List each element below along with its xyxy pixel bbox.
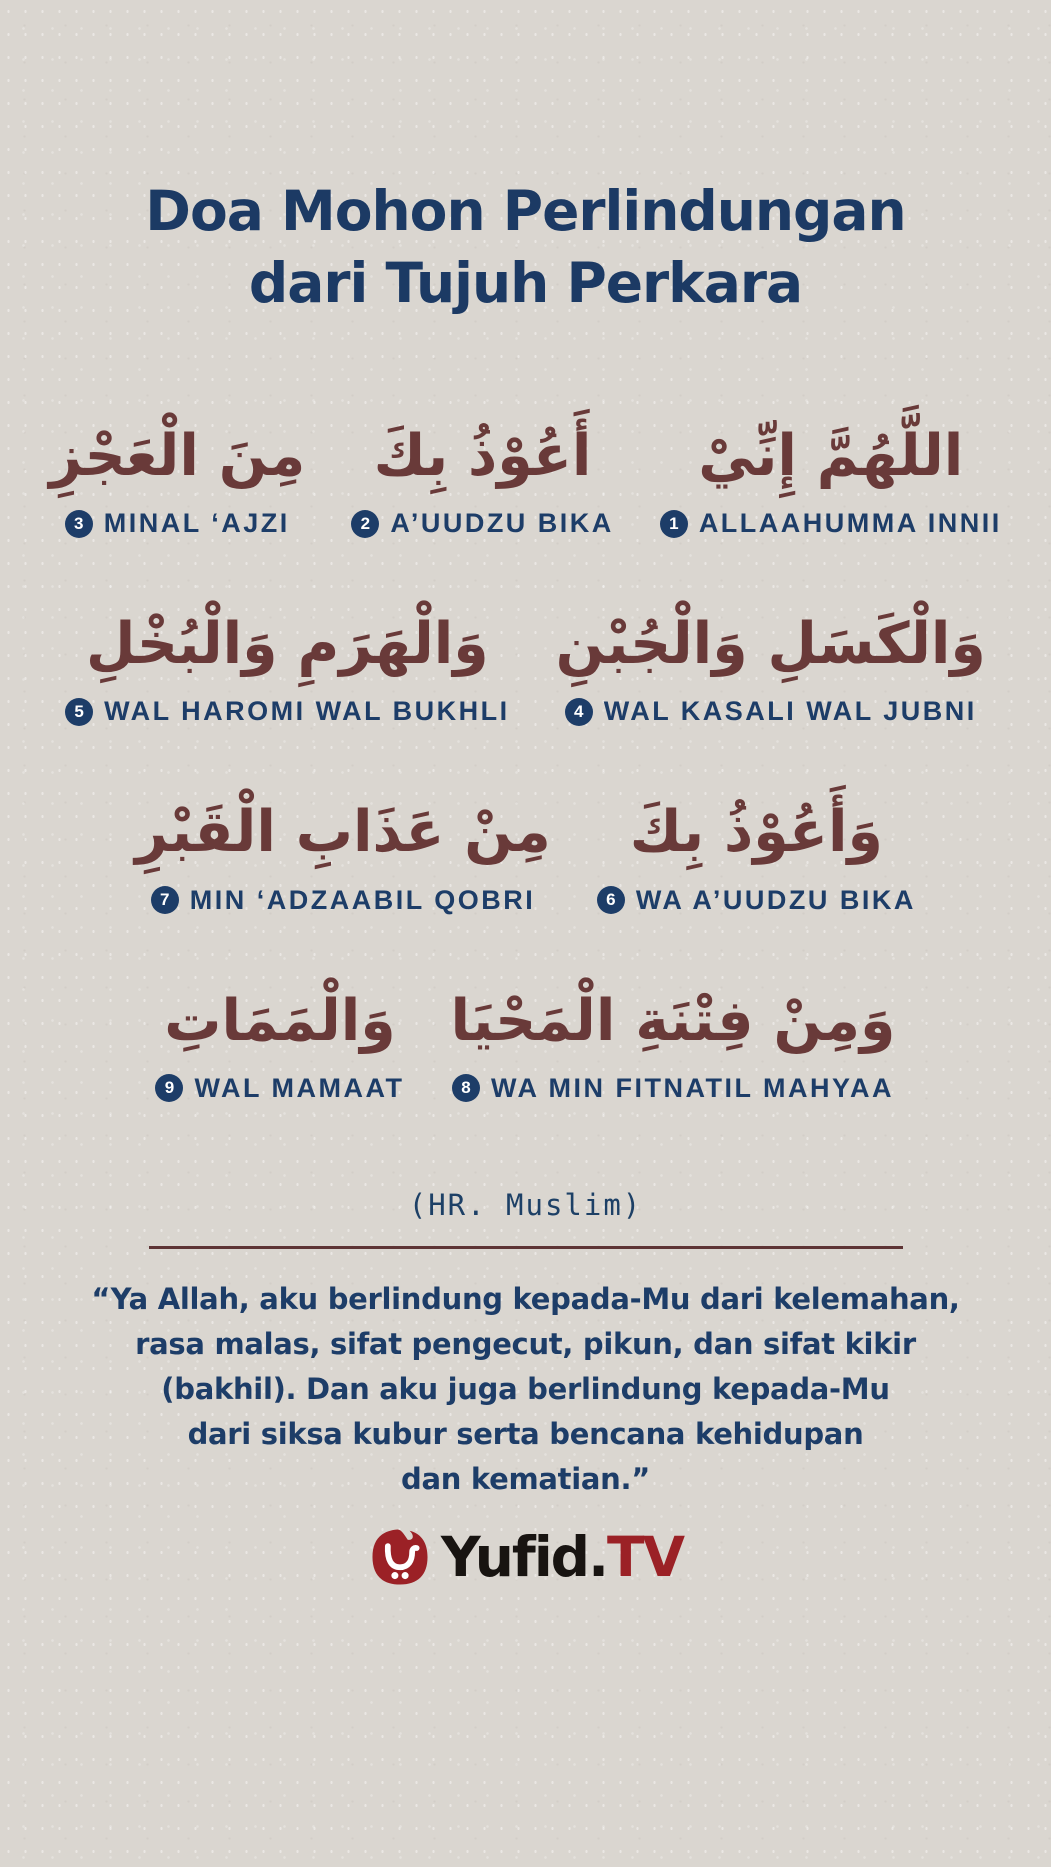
latin-text-1: ALLAAHUMMA INNII [698, 508, 1002, 539]
arabic-text-1: اللَّهُمَّ إِنِّيْ [698, 423, 964, 489]
logo-text-dot: . [588, 1525, 607, 1590]
arabic-text-8: وَمِنْ فِتْنَةِ الْمَحْيَا [450, 987, 896, 1054]
latin-text-9: WAL MAMAAT [194, 1072, 405, 1103]
latin-text-6: WA A’UUDZU BIKA [635, 884, 916, 915]
latin-text-3: MINAL ‘AJZI [103, 508, 290, 539]
logo-text-tv: TV [606, 1525, 684, 1590]
dua-segment-6 [597, 787, 916, 915]
latin-text-4: WAL KASALI WAL JUBNI [603, 696, 977, 727]
divider-line [149, 1246, 903, 1249]
transliteration-1 [660, 508, 1002, 539]
transliteration-4 [565, 696, 977, 727]
arabic-text-7: مِنْ عَذَابِ الْقَبْرِ [135, 799, 551, 866]
transliteration-7 [151, 885, 536, 916]
dua-segment-4 [556, 599, 986, 727]
dua-segment-2 [351, 411, 614, 539]
hadith-source: (HR. Muslim) [408, 1187, 643, 1222]
latin-text-2: A’UUDZU BIKA [390, 508, 614, 539]
dua-segment-7 [135, 787, 551, 915]
dua-rows [0, 411, 1051, 1104]
arabic-text-4: وَالْكَسَلِ وَالْجُبْنِ [555, 611, 986, 678]
transliteration-5 [65, 696, 509, 727]
transliteration-8 [452, 1073, 894, 1104]
translation-line-4: dari siksa kubur serta bencana kehidupan [187, 1416, 864, 1451]
logo-text-yufid: Yufid [440, 1525, 589, 1590]
segment-number-badge-1: 1 [660, 510, 688, 538]
dua-row-1 [0, 411, 1051, 539]
segment-number-badge-5: 5 [65, 698, 93, 726]
transliteration-6 [597, 885, 916, 916]
translation-text [0, 1277, 1051, 1502]
dua-segment-9 [155, 976, 404, 1104]
title-line-1: Doa Mohon Perlindungan [145, 179, 906, 243]
arabic-text-9: وَالْمَمَاتِ [164, 987, 396, 1054]
transliteration-3 [65, 508, 290, 539]
arabic-text-3: مِنَ الْعَجْزِ [49, 423, 306, 489]
arabic-text-2: أَعُوْذُ بِكَ [373, 423, 592, 489]
yufid-logo-icon [368, 1525, 432, 1589]
translation-line-2: rasa malas, sifat pengecut, pikun, dan sifat kikir [135, 1326, 916, 1361]
yufid-logo [0, 1525, 1051, 1589]
dua-row-4 [0, 976, 1051, 1104]
dua-segment-5 [65, 599, 509, 727]
arabic-text-6: وَأَعُوْذُ بِكَ [629, 799, 883, 866]
segment-number-badge-3: 3 [65, 510, 93, 538]
yufid-logo-wordmark [441, 1525, 683, 1589]
translation-line-5: dan kematian.” [401, 1461, 650, 1496]
segment-number-badge-8: 8 [452, 1074, 480, 1102]
latin-text-8: WA MIN FITNATIL MAHYAA [490, 1072, 894, 1103]
dua-row-2 [0, 599, 1051, 727]
title-line-2: dari Tujuh Perkara [248, 250, 803, 315]
latin-text-5: WAL HAROMI WAL BUKHLI [104, 696, 510, 727]
page-title [0, 0, 1051, 319]
dua-segment-3 [49, 411, 305, 539]
segment-number-badge-6: 6 [597, 886, 625, 914]
segment-number-badge-4: 4 [565, 698, 593, 726]
segment-number-badge-2: 2 [351, 510, 379, 538]
latin-text-7: MIN ‘ADZAABIL QOBRI [189, 884, 536, 915]
transliteration-2 [351, 508, 614, 539]
dua-segment-1 [660, 411, 1002, 539]
dua-row-3 [0, 787, 1051, 915]
dua-segment-8 [450, 976, 895, 1104]
arabic-text-5: وَالْهَرَمِ وَالْبُخْلِ [86, 611, 489, 678]
segment-number-badge-7: 7 [151, 886, 179, 914]
translation-line-1: “Ya Allah, aku berlindung kepada-Mu dari kelemahan, [91, 1281, 960, 1316]
transliteration-9 [155, 1073, 404, 1104]
translation-line-3: (bakhil). Dan aku juga berlindung kepada-Mu [161, 1371, 890, 1406]
segment-number-badge-9: 9 [155, 1074, 183, 1102]
